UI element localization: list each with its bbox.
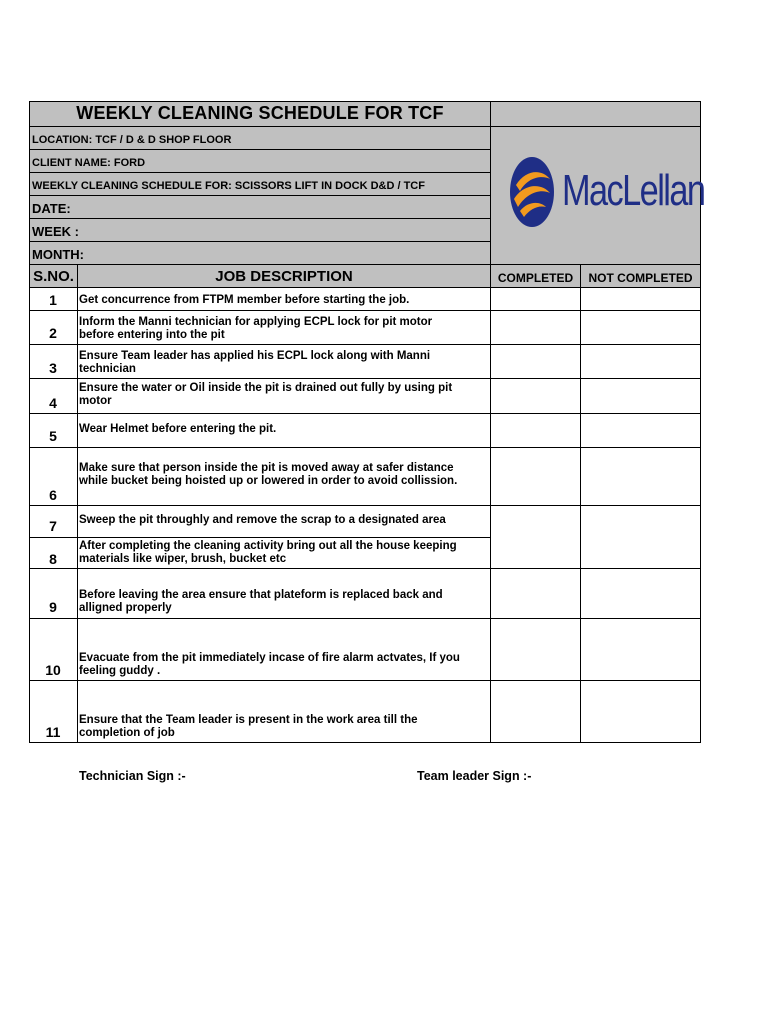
brand-name: MacLellan	[562, 166, 705, 215]
row-text-line: Wear Helmet before entering the pit.	[79, 423, 277, 435]
row-text-line: technician	[79, 363, 136, 375]
row-description	[79, 382, 452, 408]
job-header: JOB DESCRIPTION	[215, 268, 353, 285]
month-cell	[29, 241, 491, 265]
sno-header: S.NO.	[33, 268, 74, 285]
page-title: WEEKLY CLEANING SCHEDULE FOR TCF	[76, 103, 444, 123]
row-description	[79, 294, 409, 307]
row-text-line: motor	[79, 395, 112, 407]
col-divider	[490, 287, 491, 743]
week-label: WEEK :	[32, 224, 79, 239]
row-divider	[29, 447, 701, 448]
row-divider	[29, 568, 701, 569]
row-divider	[29, 413, 701, 414]
row-text-line: Ensure Team leader has applied his ECPL lock along with Manni	[79, 350, 431, 362]
col-divider	[77, 287, 78, 743]
location-label: LOCATION: TCF / D & D SHOP FLOOR	[32, 134, 232, 146]
maclellan-logo-icon	[508, 155, 556, 229]
schedule-for-label: WEEKLY CLEANING SCHEDULE FOR: SCISSORS LIFT IN DOCK D&D / TCF	[32, 180, 425, 192]
row-text-line: while bucket being hoisted up or lowered in order to avoid collission.	[79, 475, 458, 487]
row-number: 4	[49, 395, 57, 411]
row-number: 1	[49, 292, 57, 308]
row-description	[79, 462, 457, 488]
row-number: 7	[49, 518, 57, 534]
row-number: 2	[49, 325, 57, 341]
row-description	[79, 316, 432, 342]
row-number: 8	[49, 551, 57, 567]
team-leader-sign-label: Team leader Sign :-	[417, 769, 532, 783]
row-divider	[29, 537, 491, 538]
row-description	[79, 423, 276, 436]
row-number: 6	[49, 487, 57, 503]
row-text-line: Inform the Manni technician for applying ECPL lock for pit motor	[79, 316, 433, 328]
row-text-line: Get concurrence from FTPM member before starting the job.	[79, 294, 410, 306]
row-divider	[29, 680, 701, 681]
technician-sign-label: Technician Sign :-	[79, 769, 186, 783]
row-divider	[29, 344, 701, 345]
row-number: 10	[45, 662, 61, 678]
row-text-line: Ensure that the Team leader is present in the work area till the	[79, 714, 418, 726]
row-text-line: Sweep the pit throughly and remove the scrap to a designated area	[79, 514, 446, 526]
row-text-line: Ensure the water or Oil inside the pit is drained out fully by using pit	[79, 382, 453, 394]
completed-header: COMPLETED	[497, 271, 574, 285]
row-description	[79, 652, 460, 678]
row-description	[79, 714, 418, 740]
week-cell	[29, 218, 491, 242]
row-text-line: Make sure that person inside the pit is moved away at safer distance	[79, 462, 454, 474]
row-text-line: Evacuate from the pit immediately incase of fire alarm actvates, If you	[79, 652, 460, 664]
row-number: 11	[45, 724, 61, 740]
row-number: 5	[49, 428, 57, 444]
row-description	[79, 514, 446, 527]
row-text-line: After completing the cleaning activity bring out all the house keeping	[79, 540, 457, 552]
row-divider	[29, 618, 701, 619]
month-label: MONTH:	[32, 247, 84, 262]
logo-cell	[490, 101, 701, 127]
row-text-line: before entering into the pit	[79, 329, 225, 341]
row-divider	[29, 378, 701, 379]
not-completed-header: NOT COMPLETED	[588, 271, 693, 285]
row-description	[79, 589, 443, 615]
row-description	[79, 540, 457, 566]
row-description	[79, 350, 430, 376]
row-text-line: materials like wiper, brush, bucket etc	[79, 553, 287, 565]
col-divider	[580, 287, 581, 743]
row-number: 3	[49, 360, 57, 376]
row-text-line: alligned properly	[79, 602, 172, 614]
row-text-line: feeling guddy .	[79, 665, 161, 677]
row-text-line: completion of job	[79, 727, 175, 739]
row-divider	[29, 310, 701, 311]
row-divider	[29, 505, 701, 506]
row-number: 9	[49, 599, 57, 615]
row-text-line: Before leaving the area ensure that plateform is replaced back and	[79, 589, 443, 601]
date-label: DATE:	[32, 201, 71, 216]
date-cell	[29, 195, 491, 219]
client-label: CLIENT NAME: FORD	[32, 157, 146, 169]
